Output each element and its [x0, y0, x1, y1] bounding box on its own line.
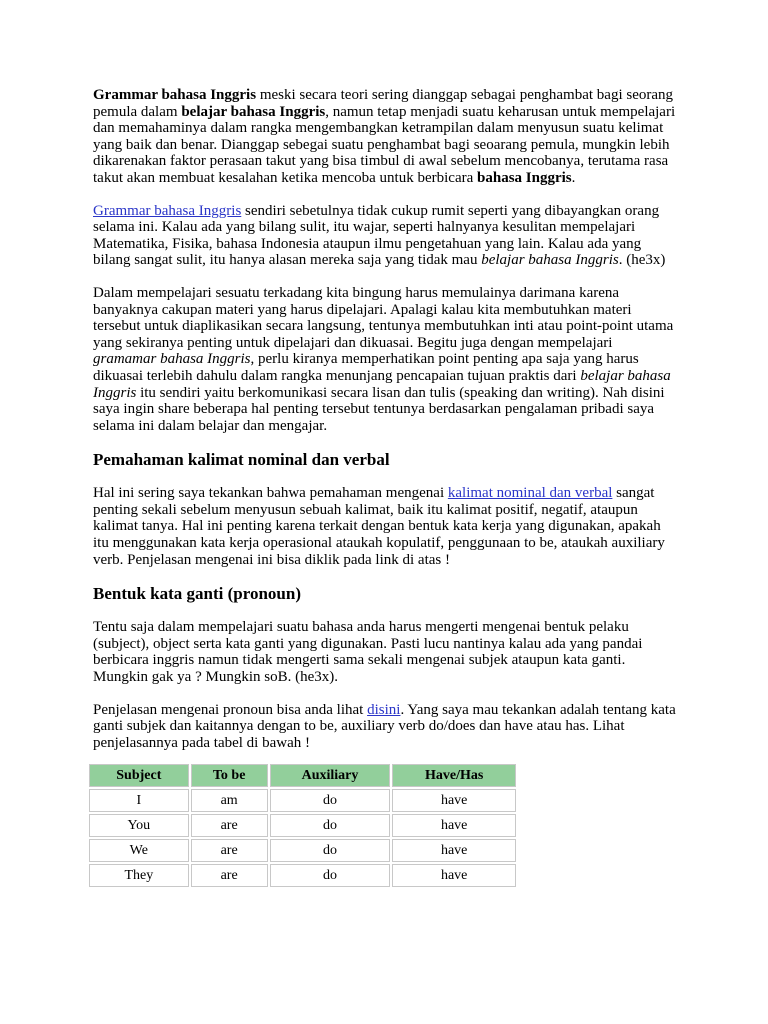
- table-cell: do: [270, 789, 391, 812]
- italic-term: gramamar bahasa Inggris: [93, 351, 251, 368]
- table-cell: We: [89, 839, 189, 862]
- paragraph-grammar: Grammar bahasa Inggris sendiri sebetulnya tidak cukup rumit seperti yang dibayangkan orang selama ini. Kalau ada yang bilang sulit, itu wajar, seperti halnyanya kesulitan mempelajari Matematika, Fisika, bahasa Indonesia ataupun ilmu pengetahuan yang lain. Kalau ada yang bilang sangat sulit, itu hanya alasan mereka saja yang tidak mau belajar bahasa Inggris. (he3x): [93, 202, 666, 269]
- paragraph-pronoun-intro: Tentu saja dalam mempelajari suatu bahasa anda harus mengerti mengenai bentuk pelaku (subject), object serta kata ganti yang digunakan. Pasti lucu nantinya kalau ada yang pandai berbicara inggris namun tidak mengerti sama sekali mengenai subjek ataupun kata ganti. Mungkin gak ya ? Mungkin soB. (he3x).: [93, 619, 643, 686]
- table-cell: are: [191, 864, 268, 887]
- table-cell: are: [191, 839, 268, 862]
- table-cell: I: [89, 789, 189, 812]
- article-body: [93, 87, 678, 889]
- nominal-verbal-link[interactable]: kalimat nominal dan verbal: [447, 485, 613, 502]
- table-cell: do: [270, 864, 391, 887]
- heading-pronoun: Bentuk kata ganti (pronoun): [93, 584, 301, 604]
- table-cell: They: [89, 864, 189, 887]
- paragraph-learning: Dalam mempelajari sesuatu terkadang kita bingung harus memulainya darimana karena banyaknya cakupan materi yang harus dipelajari. Apalagi kalau kita membutuhkan materi tersebut untuk diaplikasikan secara langsung, tentunya membutuhkan inti atau point-point utama yang sekiranya penting untuk dipelajari dan dikuasai. Begitu juga dengan mempelajari gramamar bahasa Inggris, perlu kiranya memperhatikan point penting apa saja yang harus dikuasai terlebih dahulu dalam rangka menunjang pencapaian tujuan praktis dari belajar bahasa Inggris itu sendiri yaitu berkomunikasi secara lisan dan tulis (speaking dan writing). Nah disini saya ingin share beberapa hal penting tersebut tentunya berdasarkan pengalaman pribadi saya selama ini dalam belajar dan mengajar.: [93, 284, 674, 434]
- column-header: Auxiliary: [270, 764, 391, 787]
- table-cell: have: [392, 864, 516, 887]
- table-row: [89, 864, 516, 887]
- column-header: Have/Has: [392, 764, 516, 787]
- paragraph-nominal-verbal: Hal ini sering saya tekankan bahwa pemahaman mengenai kalimat nominal dan verbal sangat penting sekali sebelum menyusun sebuah kalimat, baik itu kalimat positif, negatif, ataupun kalimat tanya. Hal ini penting karena terkait dengan bentuk kata kerja yang digunakan, apakah itu menggunakan kata kerja operasional ataukah kopulatif, penggunaan to be, ataukah auxiliary verb. Penjelasan mengenai ini bisa diklik pada link di atas !: [93, 485, 665, 568]
- column-header: To be: [191, 764, 268, 787]
- table-row: [89, 814, 516, 837]
- disini-link[interactable]: disini: [367, 701, 401, 718]
- table-cell: do: [270, 839, 391, 862]
- heading-nominal-verbal: Pemahaman kalimat nominal dan verbal: [93, 450, 390, 470]
- table-row: [89, 839, 516, 862]
- pronoun-table: [87, 762, 518, 889]
- paragraph-pronoun-link: Penjelasan mengenai pronoun bisa anda lihat disini. Yang saya mau tekankan adalah tentang kata ganti subjek dan kaitannya dengan to be, auxiliary verb do/does dan have atau has. Lihat penjelasannya pada tabel di bawah !: [93, 701, 676, 751]
- table-cell: have: [392, 814, 516, 837]
- table-cell: am: [191, 789, 268, 812]
- bold-term: Grammar bahasa Inggris: [93, 87, 257, 103]
- table-cell: do: [270, 814, 391, 837]
- bold-term: bahasa Inggris: [477, 169, 572, 186]
- table-cell: are: [191, 814, 268, 837]
- italic-term: belajar bahasa Inggris: [93, 367, 671, 401]
- bold-term: belajar bahasa Inggris: [181, 103, 326, 120]
- table-row: [89, 789, 516, 812]
- table-cell: You: [89, 814, 189, 837]
- table-cell: have: [392, 839, 516, 862]
- column-header: Subject: [89, 764, 189, 787]
- table-header-row: [89, 764, 516, 787]
- italic-term: belajar bahasa Inggris: [481, 252, 619, 269]
- table-cell: have: [392, 789, 516, 812]
- grammar-link[interactable]: Grammar bahasa Inggris: [93, 202, 242, 219]
- paragraph-intro: Grammar bahasa Inggris meski secara teori sering dianggap sebagai penghambat bagi seorang pemula dalam belajar bahasa Inggris, namun tetap menjadi suatu keharusan untuk mempelajari dan memahaminya dalam rangka mengembangkan ketrampilan dalam menyusun suatu kelimat yang baik dan benar. Dianggap sebegai suatu penghambat bagi seoarang pemula, mungkin lebih dikarenakan faktor perasaan takut yang bisa timbul di awal sebelum mencobanya, terutama rasa takut akan membuat kesalahan ketika mencoba untuk berbicara bahasa Inggris.: [93, 87, 676, 186]
